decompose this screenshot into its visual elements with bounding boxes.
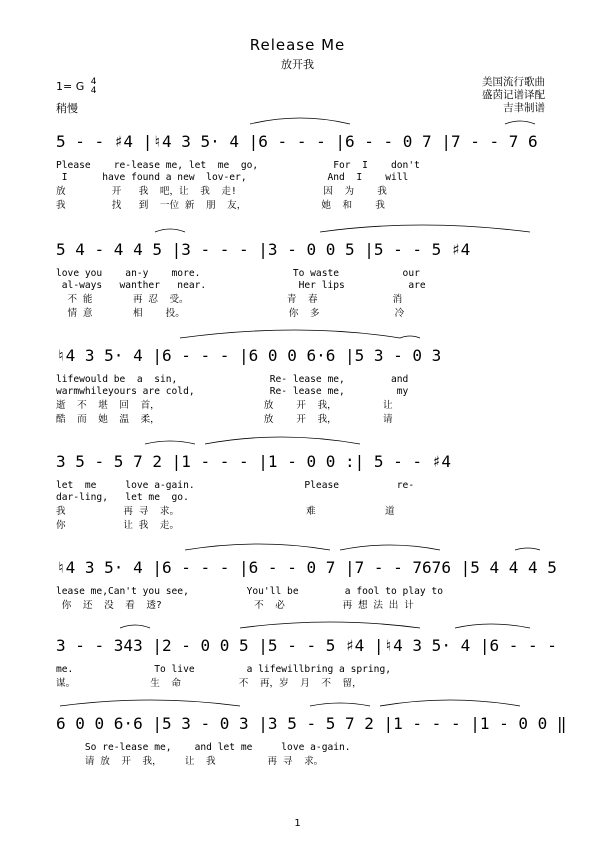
notation-line: ♮4 3 5· 4 |6 - - - |6 - - 0 7 |7 - - 7676 |5 4 4 4 5 [56, 558, 557, 577]
time-top: 4 [90, 77, 97, 87]
slur-arc [180, 330, 400, 338]
lyric-line-en-2: al-ways wanther near. Her lips are [56, 280, 426, 291]
notation-line: 5 - - ♯4 |♮4 3 5· 4 |6 - - - |6 - - 0 7 |7 - - 7 6 [56, 132, 538, 151]
slur-arc [120, 625, 150, 628]
slur-arc [380, 700, 520, 706]
slur-arc [310, 703, 370, 706]
slur-arc [205, 437, 360, 444]
lyric-line-zh-1: 不 能 再 忍 受。 青 春 消 [56, 294, 403, 305]
slur-arc [455, 624, 530, 628]
key-label: 1= G [56, 80, 85, 93]
lyric-line-en-1: lifewould be a sin, Re- lease me, and [56, 374, 409, 385]
slur-arc [185, 544, 330, 550]
slur-arc [320, 225, 530, 232]
notation-line: 5 4 - 4 4 5 |3 - - - |3 - 0 0 5 |5 - - 5 ♯4 [56, 240, 471, 259]
lyric-line-zh-2: 你 让 我 走。 [56, 520, 393, 531]
lyric-line-zh-2: 情 意 相 投。 你 多 冷 [56, 308, 405, 319]
lyric-line-en-1: love you an-y more. To waste our [56, 268, 420, 279]
lyric-line-en-1: So re-lease me, and let me love a-gain. [56, 742, 351, 753]
notation-line: 3 5 - 5 7 2 |1 - - - |1 - 0 0 :| 5 - - ♯4 [56, 452, 451, 471]
lyric-line-zh-1: 你 还 没 看 透? 不 必 再 想 法 出 计 [56, 600, 414, 611]
lyric-line-en-2: I have found a new lov-er, And I will [56, 172, 409, 183]
song-title: Release Me [249, 36, 346, 54]
lyric-line-zh-2: 我 找 到 一位 新 朋 友， 她 和 我 [56, 200, 385, 211]
notation-line: 6 0 0 6·6 |5 3 - 0 3 |3 5 - 5 7 2 |1 - - - |1 - 0 0 ‖ [56, 714, 567, 733]
lyric-line-zh-1: 我 再 寻 求。 难 道 [56, 506, 395, 517]
slur-arc [60, 700, 240, 706]
slur-arc [145, 441, 195, 444]
notation-line: 3 - - 343 |2 - 0 0 5 |5 - - 5 ♯4 |♮4 3 5· 4 |6 - - - [56, 636, 557, 655]
credit-line-genre: 美国流行歌曲 [482, 76, 545, 88]
lyric-line-en-2: dar-ling, let me go. [56, 492, 397, 503]
slur-arc [400, 336, 420, 338]
slur-arc [240, 622, 420, 628]
credit-line-arranger: 盛茵记谱译配 [482, 89, 545, 101]
lyric-line-en-1: me. To live a lifewillbring a spring, [56, 664, 392, 675]
tempo-marking: 稍慢 [56, 102, 78, 115]
lyric-line-zh-1: 请 放 开 我， 让 我 再 寻 求。 [56, 756, 324, 767]
song-subtitle: 放开我 [281, 58, 314, 71]
slur-arc [515, 548, 540, 550]
lyric-line-en-1: Please re-lease me, let me go, For I don't [56, 160, 420, 171]
lyric-line-zh-2: 酷 而 她 温 柔， 放 开 我， 请 [56, 414, 393, 425]
page-number: 1 [294, 818, 301, 829]
slur-arc [155, 229, 185, 232]
lyric-line-zh-1: 谋。 生 命 不 再，岁 月 不 留， [56, 678, 362, 689]
time-bottom: 4 [90, 86, 97, 96]
lyric-line-zh-1: 放 开 我 吧，让 我 走! 因 为 我 [56, 186, 387, 197]
lyric-line-zh-1: 逝 不 堪 回 首， 放 开 我， 让 [56, 400, 393, 411]
lyric-line-en-1: lease me,Can't you see, You'll be a fool to play to [56, 586, 443, 597]
slur-arc [505, 121, 535, 124]
credit-line-engraver: 吉聿制谱 [503, 102, 545, 114]
lyric-line-en-2: warmwhileyours are cold, Re- lease me, my [56, 386, 409, 397]
notation-line: ♮4 3 5· 4 |6 - - - |6 0 0 6·6 |5 3 - 0 3 [56, 346, 442, 365]
slur-arc [340, 545, 440, 550]
lyric-line-en-1: let me love a-gain. Please re- [56, 480, 415, 491]
slur-arc [250, 118, 350, 124]
